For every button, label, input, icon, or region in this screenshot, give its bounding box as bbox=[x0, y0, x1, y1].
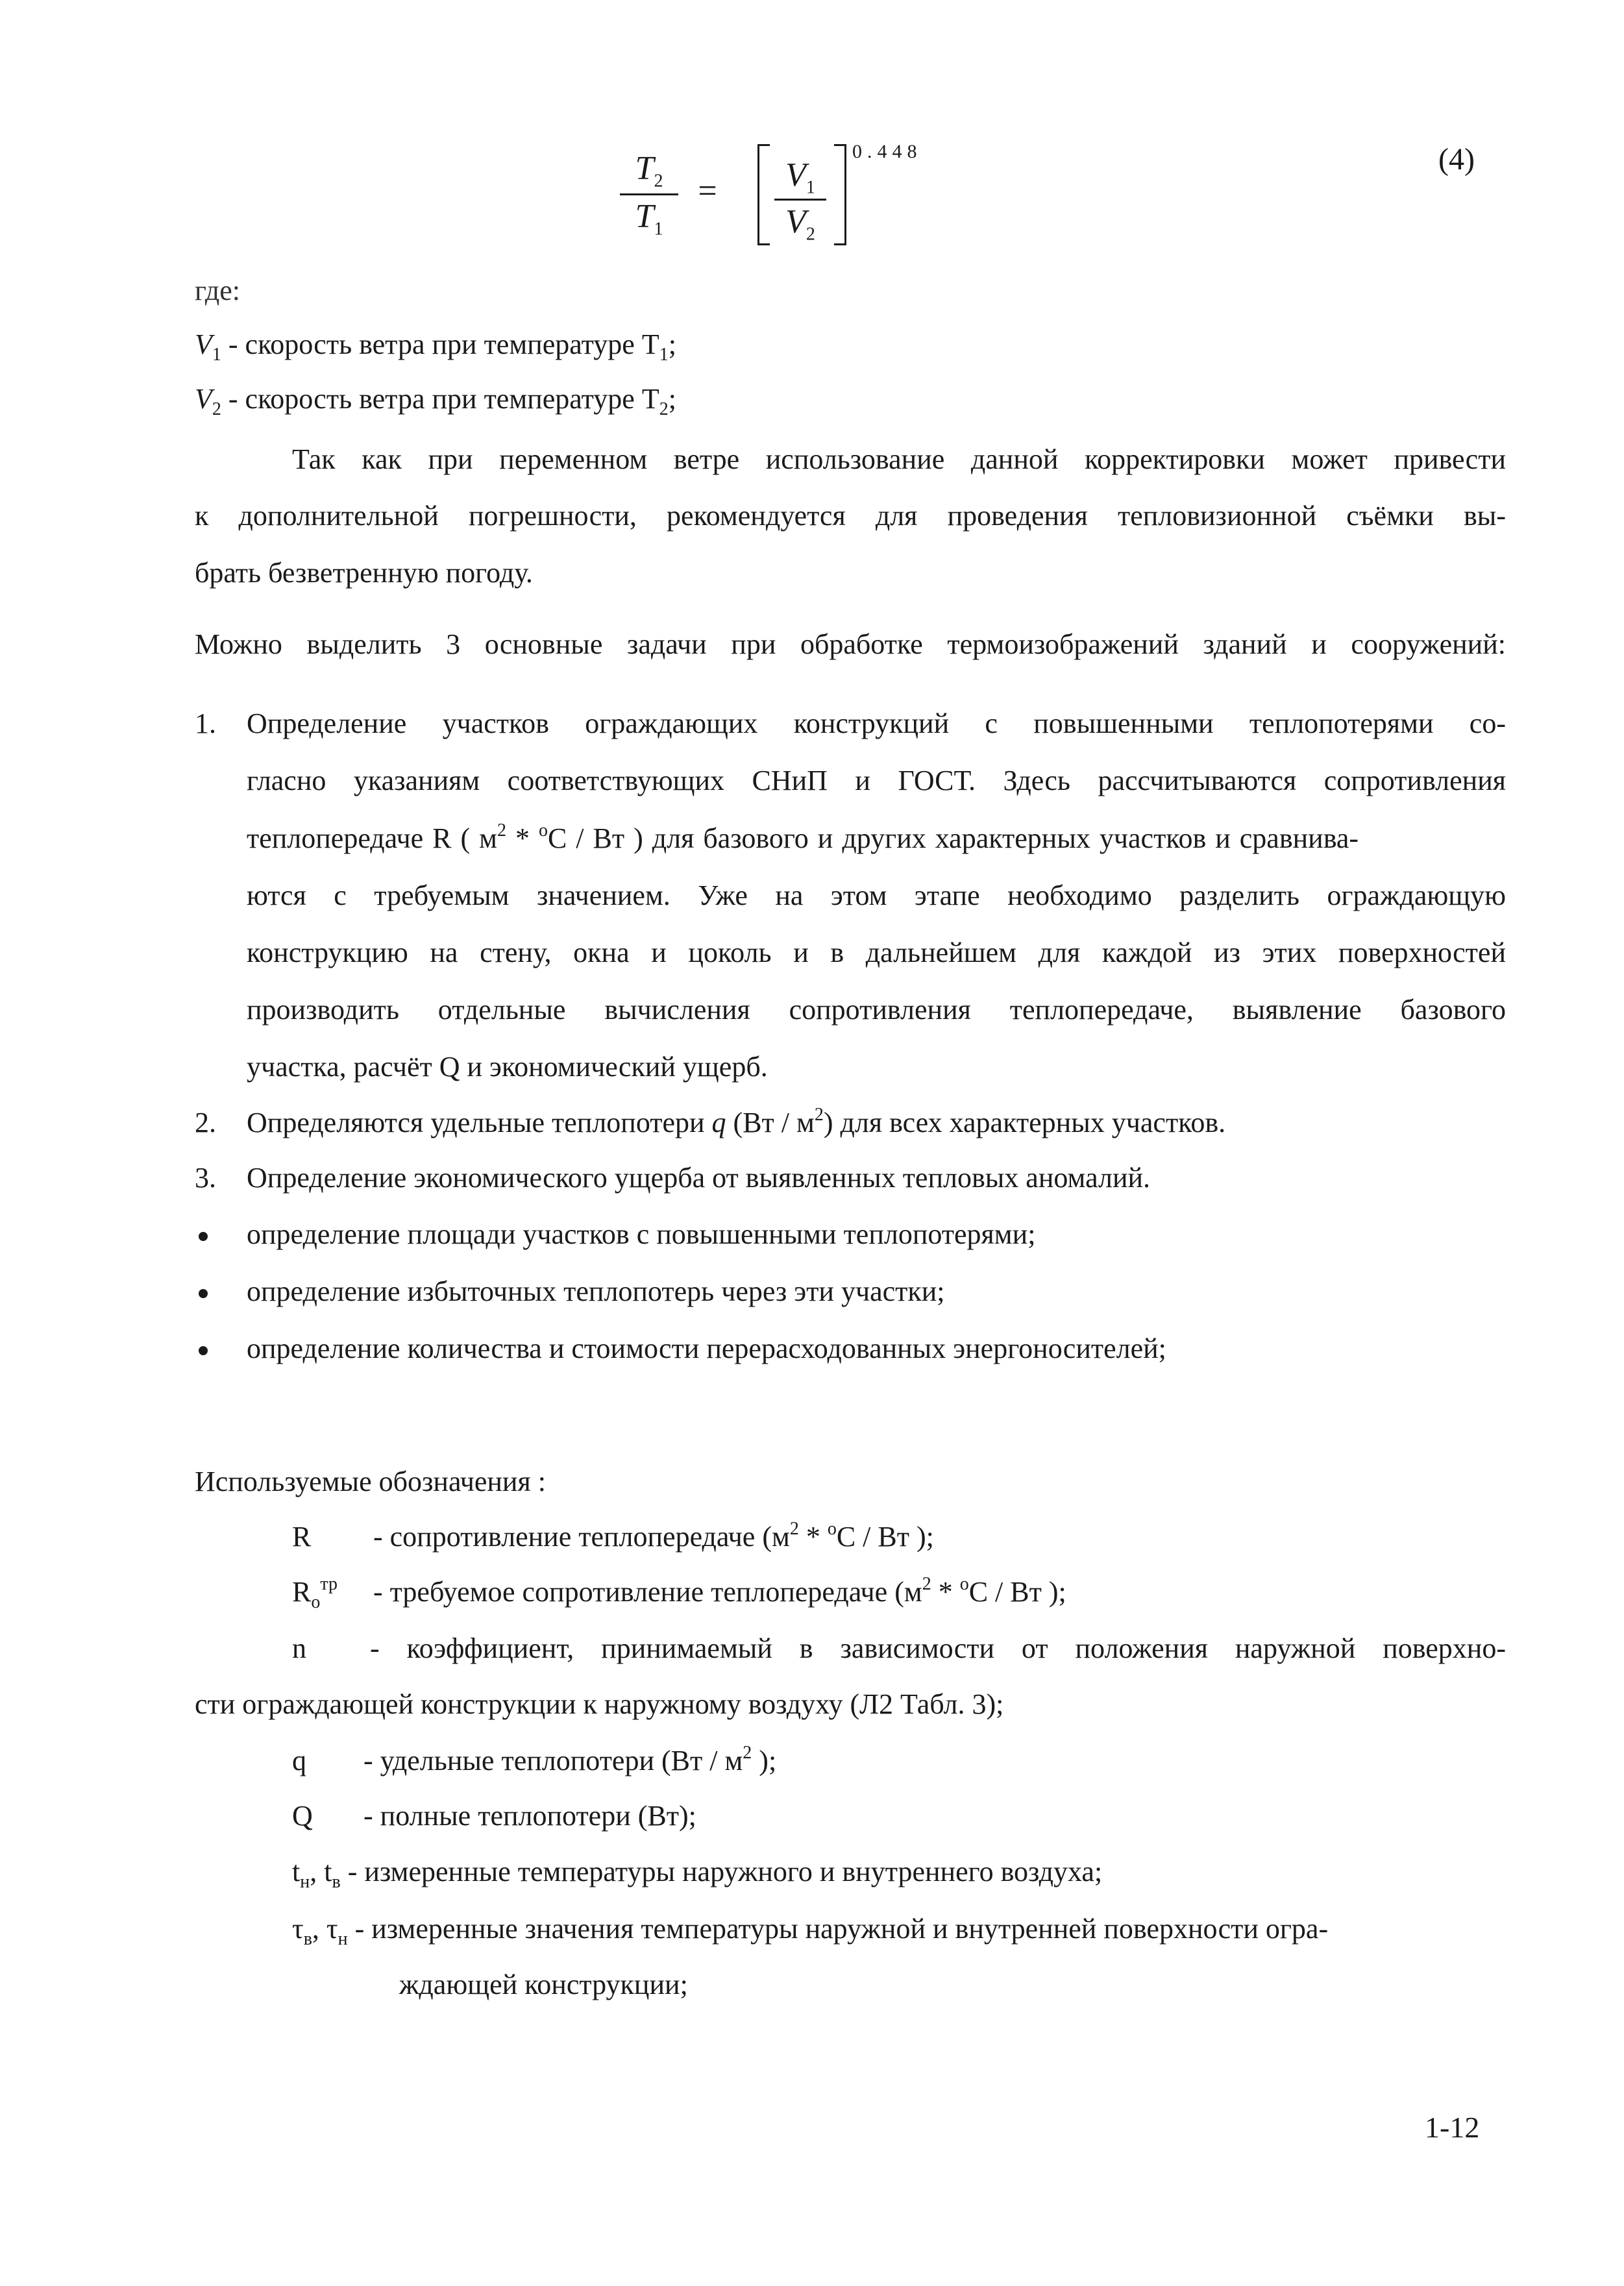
notation-symbol: R bbox=[292, 1521, 312, 1553]
list-item-1-line: Определение участков ограждающих конструкций с повышенными теплопотерями со- bbox=[247, 707, 1506, 739]
bullet-item: определение избыточных теплопотерь через эти участки; bbox=[247, 1275, 945, 1307]
definition-v2: $V_2$ - скорость ветра при температуре $T_2$; bbox=[195, 383, 676, 419]
bullet-icon bbox=[199, 1232, 208, 1241]
list-item-3: Определение экономического ущерба от выявленных тепловых аномалий. bbox=[247, 1162, 1151, 1194]
notation-definition: - сопротивление теплопередаче ($м^2 * ^oC$ / Вт ); bbox=[373, 1519, 934, 1553]
list-item-1-line: теплопередаче R ( $м^2 * ^oC$ / Вт ) для базового и других характерных участков и сравнива- bbox=[247, 820, 1359, 854]
definition-v1: $V_1$ - скорость ветра при температуре $T_1$; bbox=[195, 328, 676, 365]
bullet-item: определение площади участков с повышенными теплопотерями; bbox=[247, 1218, 1036, 1250]
paragraph-line: Так как при переменном ветре использование данной корректировки может привести bbox=[292, 443, 1506, 475]
formula-number: (4) bbox=[1438, 142, 1475, 177]
notation-definition: $t_н$, $t_в$ - измеренные температуры наружного и внутреннего воздуха; bbox=[292, 1856, 1103, 1892]
list-item-1-line: конструкцию на стену, окна и цоколь и в дальнейшем для каждой из этих поверхностей bbox=[247, 937, 1506, 968]
right-bracket bbox=[834, 144, 846, 245]
list-item-2: Определяются удельные теплопотери q $(Вт / м^2)$ для всех характерных участков. bbox=[247, 1105, 1226, 1138]
list-number: 3. bbox=[195, 1162, 216, 1194]
list-item-1-line: производить отдельные вычисления сопротивления теплопередаче, выявление базового bbox=[247, 994, 1506, 1026]
notation-heading: Используемые обозначения : bbox=[195, 1466, 546, 1497]
list-number: 2. bbox=[195, 1107, 216, 1138]
page-number: 1-12 bbox=[1425, 2111, 1480, 2144]
notation-definition: - требуемое сопротивление теплопередаче ($м^2 * ^oC$ / Вт ); bbox=[373, 1574, 1066, 1608]
where-label: где: bbox=[195, 275, 240, 306]
formula-equals: = bbox=[698, 173, 717, 210]
notation-definition-cont: ждающей конструкции; bbox=[399, 1969, 688, 2000]
formula-lhs-denominator: $T_1$ bbox=[635, 198, 663, 240]
bullet-icon bbox=[199, 1289, 208, 1298]
list-number: 1. bbox=[195, 707, 216, 739]
formula-exponent: 0.448 bbox=[852, 141, 922, 162]
formula-4 bbox=[607, 130, 996, 260]
paragraph-line: брать безветренную погоду. bbox=[195, 557, 533, 589]
notation-symbol: $R_o^{тр}$ bbox=[292, 1574, 338, 1612]
list-item-1-line: участка, расчёт Q и экономический ущерб. bbox=[247, 1051, 768, 1083]
notation-definition: - коэффициент, принимаемый в зависимости от положения наружной поверхно- bbox=[370, 1632, 1506, 1664]
notation-definition: - полные теплопотери (Вт); bbox=[363, 1800, 696, 1832]
fraction-bar bbox=[620, 193, 678, 195]
notation-definition: - удельные теплопотери ($Вт / м^2$ ); bbox=[363, 1743, 777, 1776]
formula-rhs-numerator: $V_1$ bbox=[785, 156, 815, 198]
notation-symbol: Q bbox=[292, 1800, 313, 1832]
fraction-bar bbox=[774, 199, 826, 201]
list-item-1-line: гласно указаниям соответствующих СНиП и ГОСТ. Здесь рассчитываются сопротивления bbox=[247, 765, 1506, 796]
notation-symbol: n bbox=[292, 1632, 306, 1664]
left-bracket bbox=[757, 144, 770, 245]
paragraph-line: к дополнительной погрешности, рекомендуется для проведения тепловизионной съёмки вы- bbox=[195, 500, 1506, 532]
notation-symbol: q bbox=[292, 1745, 306, 1776]
bullet-icon bbox=[199, 1346, 208, 1355]
notation-definition-cont: сти ограждающей конструкции к наружному воздуху (Л2 Табл. 3); bbox=[195, 1688, 1004, 1720]
paragraph-tasks-intro: Можно выделить 3 основные задачи при обработке термоизображений зданий и сооружений: bbox=[195, 628, 1506, 660]
formula-lhs-numerator: $T_2$ bbox=[635, 150, 663, 191]
list-item-1-line: ются с требуемым значением. Уже на этом этапе необходимо разделить ограждающую bbox=[247, 879, 1506, 911]
formula-rhs-denominator: $V_2$ bbox=[785, 203, 815, 245]
bullet-item: определение количества и стоимости перерасходованных энергоносителей; bbox=[247, 1333, 1166, 1364]
notation-definition: $\tau_в$, $\tau_н$ - измеренные значения температуры наружной и внутренней поверхности огра- bbox=[292, 1913, 1329, 1949]
